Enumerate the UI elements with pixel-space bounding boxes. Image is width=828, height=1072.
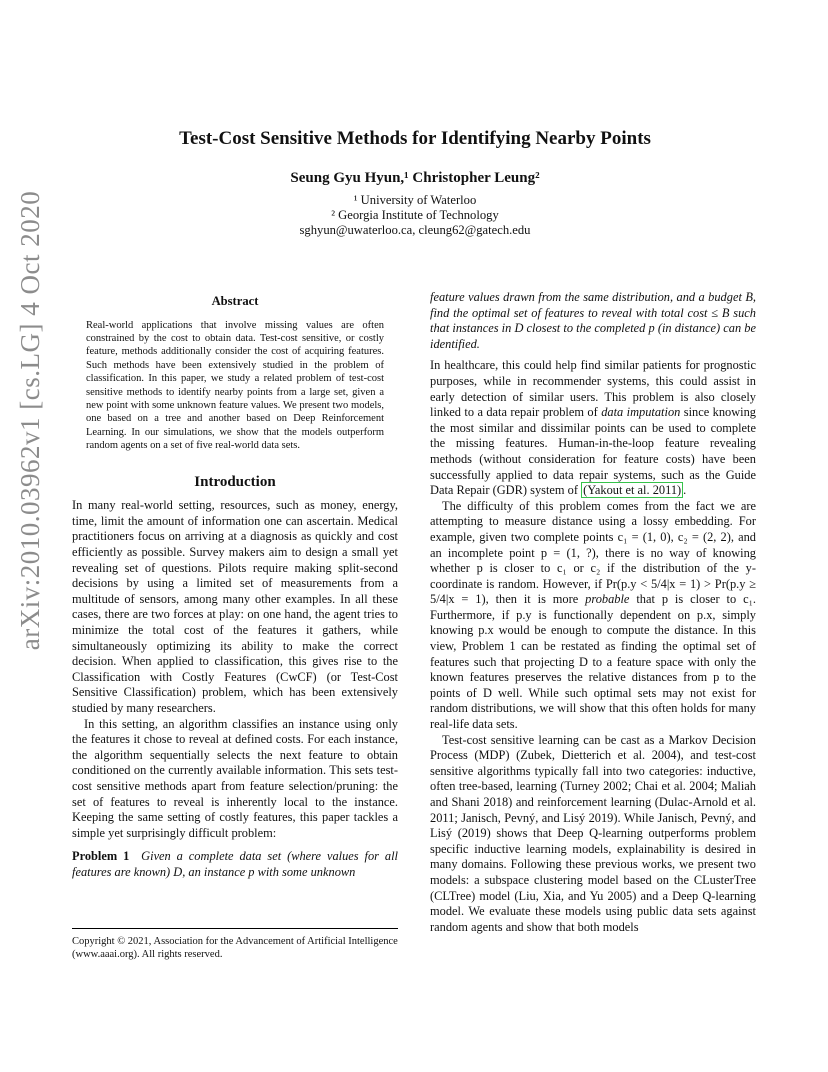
right-column [430,290,756,935]
copyright-footnote: Copyright © 2021, Association for the Advancement of Artificial Intelligence (www.aaai.org). All rights reserved. [72,928,398,961]
paper-title: Test-Cost Sensitive Methods for Identifying Nearby Points [179,128,651,149]
abstract-heading: Abstract [211,294,259,308]
right-paragraph-3: Test-cost sensitive learning can be cast as a Markov Decision Process (MDP) (Zubek, Dietterich et al. 2004), and test-cost sensitive algorithms typically fall into two categories: inductive, often tree-based, learning (Turney 2002; Chai et al. 2004; Maliah and Shani 2018) and reinforcement learning (Dulac-Arnold et al. 2011; Janisch, Pevný, and Lisý 2019). While Janisch, Pevný, and Lisý (2019) shows that Deep Q-learning outperforms problem specific inductive learning models, explainability is desired in many domains. Following these previous works, we present two models: a subspace clustering model based on the CLusterTree (CLTree) model (Liu, Xia, and Yu 2005) and a Deep Q-learning model. We evaluate these models using public data sets against random agents and show that both models [430,732,756,934]
introduction-heading: Introduction [194,473,276,490]
problem-continuation [430,290,756,352]
right-paragraph-2 [430,499,756,733]
intro-paragraph-1: In many real-world setting, resources, such as money, energy, time, limit the amount of information one can ascertain. Medical practitioners focus on arriving at a diagnosis as quickly and cost efficiently as possible. Survey makers aim to design a small yet revealing set of questions. Pilots require making split-second decisions by using a limited set of measurements from a multitude of sensors, among many other examples. In all these cases, there are two forces at play: on one hand, the agent tries to minimize the total cost of the features it gathers, while simultaneously optimizing its ability to make the correct decision. When applied to classification, this gives rise to the Classification with Costly Features (CwCF) (or Test-Cost Sensitive Classification) problem, which has been extensively studied by many researchers. [72,498,398,715]
author-list: Seung Gyu Hyun,¹ Christopher Leung² [290,170,540,186]
problem-continuation-text: feature values drawn from the same distribution, and a budget B, find the optimal set of features to reveal with total cost ≤ B such that instances in D closest to the completed p (in distance) can be identified. [430,290,756,351]
right-p2-emphasis: probable [585,592,630,607]
author-emails: sghyun@uwaterloo.ca, cleung62@gatech.edu [299,223,531,237]
abstract-text: Real-world applications that involve missing values are often constrained by the cost to obtain data. Test-cost sensitive, or costly feature, methods additionally consider the cost of acquiring features. Such methods have been extensively studied in the problem of classification. In this paper, we study a related problem of test-cost sensitive methods to identify nearby points from a large set, given a new point with some unknown feature values. We present two models, one based on a tree and another based on Deep Reinforcement Learning. In our simulations, we show that the models outperform random agents on a set of five real-world data sets. [86,319,384,452]
problem-statement [72,849,398,880]
right-p1-part-c: . [683,483,687,498]
intro-paragraph-2: In this setting, an algorithm classifies an instance using only the features it chose to reveal at defined costs. For each instance, the algorithm sequentially selects the next feature to obtain conditioned on the currently available information. This sets test-cost sensitive methods apart from feature selection/pruning: the set of features to reveal is inherently local to the instance. Keeping the same setting of costly features, this paper tackles a simple yet surprisingly difficult problem: [72,716,398,840]
left-column [72,290,398,881]
right-p1-part-a: In healthcare, this could help find similar patients for prognostic purposes, while in recommender systems, this could assist in early detection of similar users. This problem is also closely linked to a data repair problem of [430,358,756,420]
problem-text: Given a complete data set (where values for all features are known) D, an instance p with some unknown [72,849,398,879]
citation-link-yakout[interactable]: (Yakout et al. 2011) [583,483,682,498]
right-p2-part-a: The difficulty of this problem comes from the fact we are attempting to measure distance using a lossy embedding. For example, given two complete points c₁ = (1, 0), c₂ = (2, 2), and an incomplete point p = (1, ?), there is no way of knowing whether p is closer to c₁ or c₂ if the distribution of the y-coordinate is random. However, if Pr(p.y < 5/4|x = 1) > Pr(p.y ≥ 5/4|x = 1), then it is more [430,498,756,607]
problem-label: Problem 1 [72,849,130,864]
right-paragraph-1 [430,358,756,498]
affiliation-2: ² Georgia Institute of Technology [331,208,499,222]
arxiv-identifier [8,150,54,690]
affiliation-1: ¹ University of Waterloo [353,193,477,207]
right-p1-part-b: since knowing the most similar and dissimilar points can be used to complete the missing features. Human-in-the-loop feature revealing methods (without consideration for feature costs) have been successfully applied to data repair systems, such as the Guide Data Repair (GDR) system of [430,405,757,498]
right-p1-emphasis: data imputation [601,405,681,420]
arxiv-identifier-text: arXiv:2010.03962v1 [cs.LG] 4 Oct 2020 [15,190,46,650]
right-p2-part-b: that p is closer to c₁. Furthermore, if p.y is functionally dependent on p.x, simply knowing p.x would be enough to compute the distance. In this view, Problem 1 can be restated as finding the optimal set of features such that projecting D to a feature space with only the known features preserves the relative distances from p to the points of D well. While such optimal sets may not exist for random distributions, we will show that this often holds for many real-life data sets. [430,592,757,732]
